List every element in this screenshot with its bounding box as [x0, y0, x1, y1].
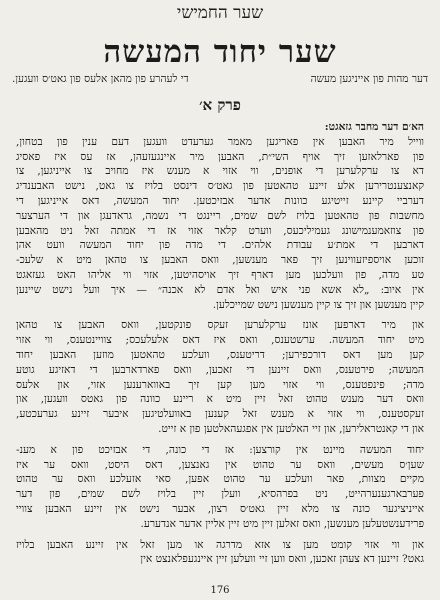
subtitle — [12, 72, 428, 86]
text-line: זוכען אויספיזעווינען זיך פאר מענשען, וואס האבען צו טהאן מיט א שלעכ- — [16, 254, 424, 267]
text-line: יחוד המעשה מיינט אין קורצען: אז די כונה, די אבזיכט פון א מענ- — [16, 443, 424, 456]
text-line: דארבען די אמת׳ע עבודת אלהים. די מדה פון יחוד המעשה וועט אהן — [16, 239, 424, 252]
text-line: פערבארגענערהייט, ניט בפרהסיא, וועלן זיין בלויז לשם שמים, פון דער — [16, 488, 424, 501]
text-line: מדה; פינפטענס, ווי אזוי מען קען זיך באווארענען אזוי, און אלעס — [16, 378, 424, 391]
body-text — [16, 120, 424, 567]
text-line: מיט יחוד המעשה. ערשטענס, וואס איז דאס אלעלעכס; צוויינטענס, ווי אזוי — [16, 334, 424, 347]
subtitle-right: דער מהות פון אייניגען מעשה — [310, 73, 428, 85]
text-line: אין איוב: „לא אשא פני איש ואל אדם לא אכנה״ — איך וועל נישט שיינען — [16, 283, 424, 296]
chapter-heading: פרק א׳ — [199, 96, 241, 114]
text-line: וואס דער מענש טהוט זאל זיין מיט א ריינע כוונה פון גאטס וועגען, און — [16, 393, 424, 406]
text-line: גאט? זיינען דא צעהן זאכען, וואס ווען זיי וועלען זיין איינגעפלאנצט אין — [140, 553, 424, 566]
text-line: פון פארלאזען זיך אויף השי״ת, האבען מיר איינגעזעהן, אז עס איז פאסיג — [16, 150, 424, 163]
text-line: טע מדה, פון וועלכען מען דארף זיך אויסהיטען, אזוי ווי אליהו האט געזאגט — [16, 268, 424, 281]
page-title: שער יחוד המעשה — [103, 34, 337, 70]
text-line: דערביי קיינע זייטיגע כוונות אדער אבזיכטען. יחוד המעשה, דאס אייניגען די — [16, 194, 424, 207]
running-header: שער החמישי — [176, 3, 264, 23]
text-line: און ווי אזוי קומט מען צו אזא מדרגה או מען זאל אין זיינע האבען בלויז — [16, 538, 424, 551]
text-line: דא צו ערקלערען די אופנים, ווי אזוי א מענש איז מחויב צו אייניגען, צו — [16, 165, 424, 178]
text-line: מחשבות פון טהאטען בלויז לשם שמים, ריינגט די נשמה, גראדעגן און די הערצער — [16, 209, 424, 222]
text-line: אייניציגער כונה צו מלא זיין גאט׳ס רצון, אבער נישט אין זיינע האבען צוויי — [16, 502, 424, 515]
text-line: ווייל מיר האבען אין פאריגען מאמר גערעדט וועגען דעם ענין פון בטחון, — [16, 135, 424, 148]
text-line: און די קאנטראלירען, און זיי האלטען אין אפגעהאלטען פון א זייט. — [158, 422, 424, 435]
paragraph — [16, 318, 424, 436]
text-line: און מיר דארפען אונז ערקלערען זעקס פונקטען, וואס האבען צו טהאן — [16, 319, 424, 332]
text-line: הא׳ם דער מחבר גזאגט: — [324, 121, 424, 133]
page-number: 176 — [210, 585, 230, 596]
text-line: המעשה; פירטענס, וואס זיינען די זאכען, וואס פארדארבען די דאזיגע גוטע — [16, 363, 424, 376]
paragraph — [16, 443, 424, 532]
text-line: קען מען דאס דורכפירען; דריטענס, וועלכע טהאטען מוזען האבען יחוד — [16, 348, 424, 361]
text-line: מקיים מצוות, פאר וועלכע ער טהוט אפען, סאי אזעלכע וואס ער טהוט — [16, 473, 424, 486]
paragraph — [16, 538, 424, 568]
text-line: קיין מענשען און זיך צו קיין מענשען נישט שמייכלען. — [212, 298, 424, 311]
text-line: פון צוזאמענמישונג געמיליכעס, ווערט קלאר אזוי אז די אמתה זאל ניט מהאבען — [16, 224, 424, 237]
text-line: קאנצענטרירען אלע זיינע טהאטען פון גאט׳ס דינסט בלויז צו גאט, נישט האבענדיג — [16, 180, 424, 193]
text-line: זעקסטענס, ווי אזוי א מענש זאל קענען באוועלטיגען איבער זיינע גערעכטע, — [16, 408, 424, 421]
text-line: פרידענשטעלען מענשען, וואס זאלען זיין מיט זיין אליין אדער אנדערע. — [140, 517, 424, 530]
text-line: שען׳ס מעשים, וואס ער טהוט אין גאנצען, דאס היסט, וואס ער איז — [16, 458, 424, 471]
paragraph — [16, 120, 424, 312]
subtitle-left: די לעהרע פון מהאן אלעס פון גאט׳ס וועגען. — [12, 73, 189, 85]
